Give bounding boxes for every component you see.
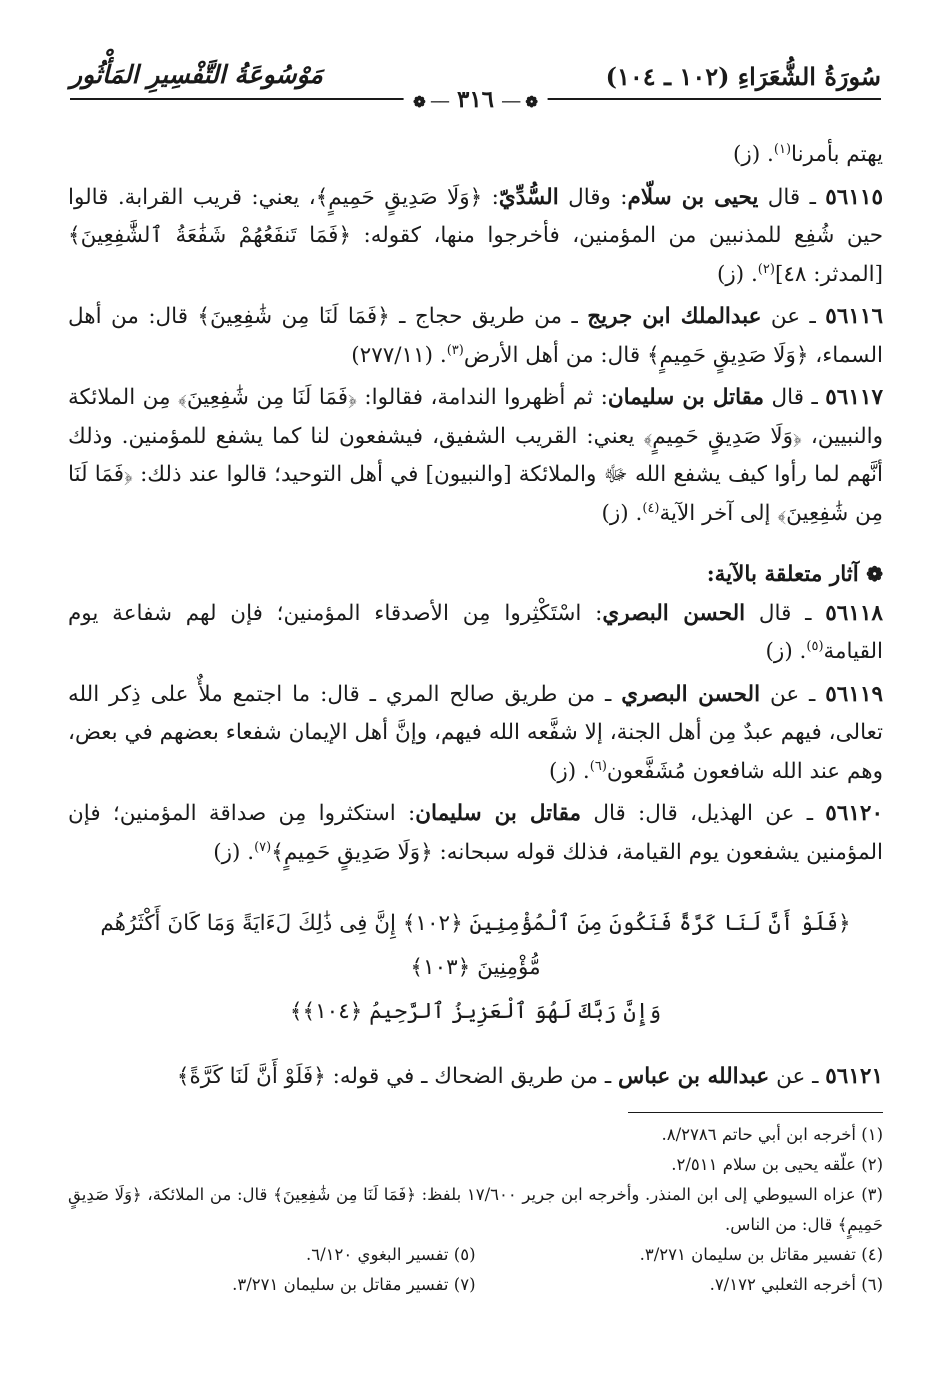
narration-56116: ٥٦١١٦ ـ عن عبدالملك ابن جريج ـ من طريق حجاج ـ ﴿فَمَا لَنَا مِن شَٰفِعِينَ﴾ قال: من أهل السماء، ﴿وَلَا صَدِيقٍ حَمِيمٍ﴾ قال: من أهل الأرض$^{(٣)}$. (٢٧٧/١١) <box>68 304 884 368</box>
footnote-ref: (٢) <box>757 261 775 277</box>
flower-ornament-icon: ❁ <box>866 562 883 586</box>
paragraph-continuation: يهتم بأمرنا$^{(١)}$. (ز) <box>733 141 883 167</box>
footnote-ref: (١) <box>773 141 792 157</box>
narration-number: ٥٦١٢١ <box>825 1064 883 1089</box>
footnote-2: (٢) علّقه يحيى بن سلام ٢/٥١١. <box>671 1155 883 1174</box>
footnote-3: (٣) عزاه السيوطي إلى ابن المنذر. وأخرجه ابن جرير ١٧/٦٠٠ بلفظ: ﴿فَمَا لَنَا مِن شَٰفِعِينَ﴾ قال: من الملائكة، ﴿وَلَا صَدِيقٍ حَمِيمٍ﴾ قال: من الناس. <box>68 1185 883 1234</box>
ornament-icon: ── ❁ <box>502 93 538 111</box>
narration-number: ٥٦١١٦ <box>825 304 884 329</box>
footnote-ref: (٣) <box>446 342 464 358</box>
footnote-4: (٤) تفسير مقاتل بن سليمان ٣/٢٧١. <box>639 1245 883 1264</box>
narration-number: ٥٦١١٧ <box>825 385 883 410</box>
footnote-5: (٥) تفسير البغوي ٦/١٢٠. <box>306 1245 476 1264</box>
narration-number: ٥٦١١٩ <box>825 681 883 707</box>
ornament-icon: ❁ ── <box>413 93 449 111</box>
narration-56115: ٥٦١١٥ ـ قال يحيى بن سلّام: وقال السُّدِّيّ: ﴿وَلَا صَدِيقٍ حَمِيمٍ﴾، يعني: قريب القرابة. قالوا حين شُفِع للمذنبين من المؤمنين، فأخرجوا منها، كقوله: ﴿فَمَا تَنفَعُهُمْ شَفَٰعَةُ ٱلشَّٰفِعِينَ﴾ [المدثر: ٤٨]$^{(٢)}$. (ز) <box>68 184 883 287</box>
footnote-7: (٧) تفسير مقاتل بن سليمان ٣/٢٧١. <box>232 1275 476 1294</box>
narrator-name: الحسن البصري <box>621 681 761 707</box>
page-number-box <box>403 86 548 113</box>
narration-number: ٥٦١١٨ <box>825 600 883 626</box>
footnotes <box>68 1120 883 1300</box>
narration-56119: ٥٦١١٩ ـ عن الحسن البصري ـ من طريق صالح المري ـ قال: ما اجتمع ملأٌ على ذِكر الله تعالى، فيهم عبدٌ مِن أهل الجنة، إلا شفَّعه الله فيهم، وإنَّ أهل الإيمان شفعاء بعضهم في بعض، وهم عند الله شافعون مُشَفَّعون$^{(٦)}$. (ز) <box>68 681 883 784</box>
footnote-1: (١) أخرجه ابن أبي حاتم ٨/٢٧٨٦. <box>661 1125 883 1144</box>
narration-56120: ٥٦١٢٠ ـ عن الهذيل، قال: قال مقاتل بن سليمان: استكثروا مِن صداقة المؤمنين؛ فإن المؤمنين يشفعون يوم القيامة، فذلك قوله سبحانه: ﴿وَلَا صَدِيقٍ حَمِيمٍ﴾$^{(٧)}$. (ز) <box>68 801 884 865</box>
section-heading: ❁ آثار متعلقة بالآية: <box>706 562 883 587</box>
footnote-ref: (٥) <box>806 638 824 654</box>
narration-number: ٥٦١١٥ <box>825 184 883 210</box>
narrator-name: مقاتل بن سليمان <box>415 801 582 826</box>
narrator-name: عبدالله بن عباس <box>618 1064 770 1089</box>
footnote-divider <box>628 1112 883 1113</box>
narrator-name: الحسن البصري <box>602 600 746 626</box>
narration-number: ٥٦١٢٠ <box>825 801 884 826</box>
surah-title: سُورَةُ الشُّعَرَاءِ (١٠٢ ـ ١٠٤) <box>605 62 881 91</box>
footnote-ref: (٤) <box>642 500 660 516</box>
narration-56118: ٥٦١١٨ ـ قال الحسن البصري: اسْتَكْثِروا مِن الأصدقاء المؤمنين؛ فإن لهم شفاعة يوم القيامة$^{(٥)}$. (ز) <box>68 600 883 664</box>
narrator-name: عبدالملك ابن جريج <box>587 304 762 329</box>
footnote-ref: (٧) <box>254 839 272 855</box>
footnote-6: (٦) أخرجه الثعلبي ٧/١٧٢. <box>709 1275 883 1294</box>
footnote-row <box>68 1270 883 1300</box>
main-text <box>68 136 883 1101</box>
page-number: ٣١٦ <box>456 86 495 113</box>
narrator-name: السُّدِّيّ <box>498 184 559 210</box>
narration-56117: ٥٦١١٧ ـ قال مقاتل بن سليمان: ثم أظهروا الندامة، فقالوا: ﴿فَمَا لَنَا مِن شَٰفِعِينَ﴾ مِن الملائكة والنبيين، ﴿وَلَا صَدِيقٍ حَمِيمٍ﴾ يعني: القريب الشفيق، فيشفعون لنا كما يشفع للمؤمنين. وذلك أنَّهم لما رأوا كيف يشفع الله ﷻ والملائكة [والنبيون] في أهل التوحيد؛ قالوا عند ذلك: ﴿فَمَا لَنَا مِن شَٰفِعِينَ﴾ إلى آخر الآية$^{(٤)}$. (ز) <box>68 385 883 526</box>
narrator-name: يحيى بن سلّام <box>627 184 759 210</box>
narration-56121: ٥٦١٢١ ـ عن عبدالله بن عباس ـ من طريق الضحاك ـ في قوله: ﴿فَلَوْ أَنَّ لَنَا كَرَّةً﴾ <box>176 1064 883 1089</box>
narrator-name: مقاتل بن سليمان <box>607 385 765 410</box>
quran-verses: ﴿فَلَوْ أَنَّ لَنَا كَرَّةً فَنَكُونَ مِنَ ٱلْمُؤْمِنِينَ ﴿١٠٢﴾ إِنَّ فِى ذَٰلِكَ لَءَايَةً وَمَا كَانَ أَكْثَرُهُم مُّؤْمِنِينَ ﴿١٠٣﴾ وَإِنَّ رَبَّكَ لَهُوَ ٱلْعَزِيزُ ٱلرَّحِيمُ ﴿١٠٤﴾﴾ <box>100 911 851 1024</box>
book-title: مَوْسُوعَةُ التَّفْسِيرِ المَأْثُور <box>70 60 323 89</box>
footnote-row <box>68 1240 883 1270</box>
footnote-ref: (٦) <box>589 758 607 774</box>
